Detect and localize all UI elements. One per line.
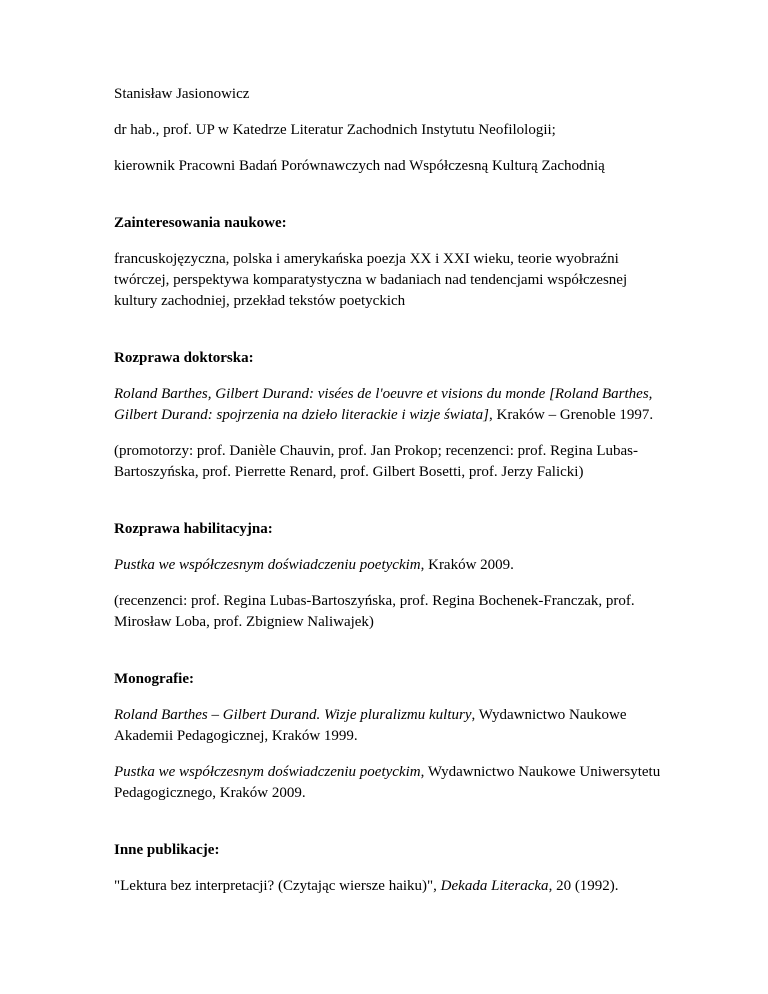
monographs-heading: Monografie: [114, 671, 194, 687]
author-role: kierownik Pracowni Badań Porównawczych nad Współczesną Kulturą Zachodnią [114, 158, 605, 174]
other-publications-heading: Inne publikacje: [114, 842, 220, 858]
habilitation-entry [114, 555, 674, 576]
monograph-details: , Wydawnictwo Naukowe Uniwersytetu Pedagogicznego, Kraków 2009. [114, 764, 661, 801]
habilitation-title: Pustka we współczesnym doświadczeniu poetyckim [114, 557, 421, 573]
author-position: dr hab., prof. UP w Katedrze Literatur Zachodnich Instytutu Neofilologii; [114, 122, 556, 138]
monograph-title: Pustka we współczesnym doświadczeniu poetyckim [114, 764, 421, 780]
doctorate-reviewers: (promotorzy: prof. Danièle Chauvin, prof. Jan Prokop; recenzenci: prof. Regina Lubas-Bartoszyńska, prof. Pierrette Renard, prof. Gilbert Bosetti, prof. Jerzy Falicki) [114, 443, 639, 480]
interests-text: francuskojęzyczna, polska i amerykańska poezja XX i XXI wieku, teorie wyobraźni twórczej, perspektywa komparatystyczna w badaniach nad tendencjami współczesnej kultury zachodniej, przekład tekstów poetyckich [114, 251, 628, 309]
interests-heading: Zainteresowania naukowe: [114, 215, 287, 231]
author-name: Stanisław Jasionowicz [114, 86, 250, 102]
habilitation-reviewers: (recenzenci: prof. Regina Lubas-Bartoszyńska, prof. Regina Bochenek-Franczak, prof. Mirosław Loba, prof. Zbigniew Naliwajek) [114, 593, 635, 630]
monograph-title: Roland Barthes – Gilbert Durand. Wizje pluralizmu kultury [114, 707, 472, 723]
monograph-entry [114, 762, 674, 804]
habilitation-heading: Rozprawa habilitacyjna: [114, 521, 273, 537]
publication-details: , 20 (1992). [548, 878, 619, 894]
doctorate-details: , Kraków – Grenoble 1997. [489, 407, 654, 423]
publication-entry [114, 876, 674, 897]
document-page [114, 84, 674, 897]
doctorate-entry [114, 384, 674, 426]
habilitation-details: , Kraków 2009. [420, 557, 514, 573]
doctorate-heading: Rozprawa doktorska: [114, 350, 254, 366]
publication-journal: Dekada Literacka [440, 878, 549, 894]
monograph-entry [114, 705, 674, 747]
doctorate-title: Roland Barthes, Gilbert Durand: visées de l'oeuvre et visions du monde [Roland Barthes, Gilbert Durand: spojrzenia na dzieło literackie i wizje świata] [114, 386, 653, 423]
monograph-details: , Wydawnictwo Naukowe Akademii Pedagogicznej, Kraków 1999. [114, 707, 627, 744]
publication-title: "Lektura bez interpretacji? (Czytając wiersze haiku)", [114, 878, 441, 894]
